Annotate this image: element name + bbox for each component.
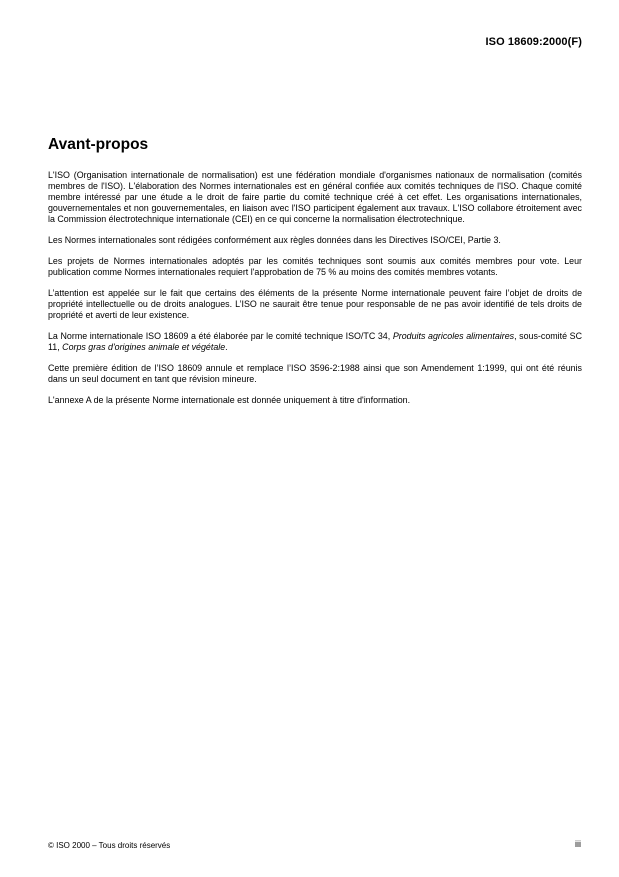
committee-text-3: . [225, 342, 228, 352]
subcommittee-name: Corps gras d'origines animale et végétale [62, 342, 226, 352]
paragraph-annex: L'annexe A de la présente Norme internationale est donnée uniquement à titre d'information. [48, 395, 411, 405]
paragraph-iso-organisation: L'ISO (Organisation internationale de normalisation) est une fédération mondiale d'organismes nationaux de normalisation (comités membres de l'ISO). L'élaboration des Normes internationales est en général confiée aux comités techniques de l'ISO. Chaque comité membre intéressé par une étude a le droit de faire partie du comité technique créé à cet effet. Les organisations internationales, gouvernementales et non gouvernementales, en liaison avec l'ISO participent également aux travaux. L'ISO collabore étroitement avec la Commission électrotechnique internationale (CEI) en ce qui concerne la normalisation électrotechnique. [48, 170, 582, 224]
page-number: iii [575, 839, 581, 849]
paragraph-voting: Les projets de Normes internationales adoptés par les comités techniques sont soumis aux comités membres pour vote. Leur publication comme Normes internationales requiert l'approbation de 75 % au moins des comités membres votants. [48, 256, 582, 277]
paragraph-committee [48, 331, 582, 353]
paragraph-edition: Cette première édition de l’ISO 18609 annule et remplace l’ISO 3596-2:1988 ainsi que son Amendement 1:1999, qui ont été réunis dans un seul document en tant que révision mineure. [48, 363, 582, 384]
committee-name: Produits agricoles alimentaires [392, 331, 515, 341]
committee-text-2: , sous-comité SC 11, [48, 331, 582, 352]
foreword-body [48, 170, 582, 406]
copyright-notice: © ISO 2000 – Tous droits réservés [48, 841, 171, 850]
section-title: Avant-propos [48, 136, 149, 153]
committee-text-1: La Norme internationale ISO 18609 a été élaborée par le comité technique ISO/TC 34, [48, 331, 393, 341]
paragraph-patent-rights: L’attention est appelée sur le fait que certains des éléments de la présente Norme internationale peuvent faire l’objet de droits de propriété intellectuelle ou de droits analogues. L’ISO ne saurait être tenue pour responsable de ne pas avoir identifié de tels droits de propriété et averti de leur existence. [48, 288, 582, 320]
document-reference: ISO 18609:2000(F) [485, 36, 582, 48]
paragraph-directives: Les Normes internationales sont rédigées conformément aux règles données dans les Directives ISO/CEI, Partie 3. [48, 235, 501, 245]
